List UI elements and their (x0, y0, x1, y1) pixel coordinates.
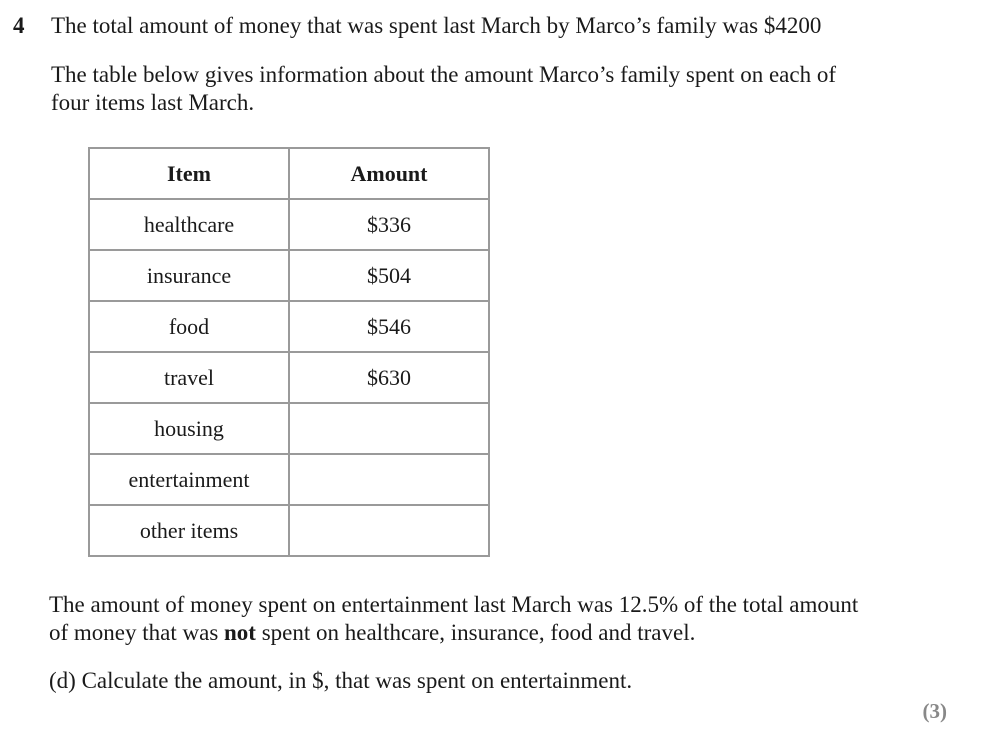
table-row (89, 505, 489, 556)
amount-cell: $630 (289, 352, 489, 403)
item-cell: insurance (89, 250, 289, 301)
item-cell: entertainment (89, 454, 289, 505)
table-intro-line-2: four items last March. (51, 90, 255, 115)
item-cell: other items (89, 505, 289, 556)
table-row (89, 352, 489, 403)
header-amount: Amount (289, 148, 489, 199)
part-d-prompt: (d) Calculate the amount, in $, that was spent on entertainment. (49, 668, 633, 693)
amount-cell-empty (289, 403, 489, 454)
table-row (89, 454, 489, 505)
table-row (89, 250, 489, 301)
question-intro: The total amount of money that was spent last March by Marco’s family was $4200 (51, 13, 822, 38)
info-line-2 (49, 618, 695, 648)
item-cell: travel (89, 352, 289, 403)
amount-cell-empty (289, 454, 489, 505)
question-number: 4 (13, 13, 25, 38)
info-line-2-start: of money that was (49, 620, 225, 645)
table-intro-line-1: The table below gives information about the amount Marco’s family spent on each of (51, 62, 836, 87)
amount-cell-empty (289, 505, 489, 556)
table-row (89, 403, 489, 454)
info-line-2-end: spent on healthcare, insurance, food and travel. (255, 620, 696, 645)
table-row (89, 301, 489, 352)
info-emphasis-not: not (224, 620, 256, 645)
amount-cell: $546 (289, 301, 489, 352)
item-cell: food (89, 301, 289, 352)
marks-label: (3) (922, 699, 947, 723)
amount-cell: $504 (289, 250, 489, 301)
table-row (89, 199, 489, 250)
info-line-1: The amount of money spent on entertainment last March was 12.5% of the total amount (49, 592, 859, 617)
item-cell: healthcare (89, 199, 289, 250)
spending-table (88, 147, 490, 557)
table-header-row (89, 148, 489, 199)
item-cell: housing (89, 403, 289, 454)
amount-cell: $336 (289, 199, 489, 250)
header-item: Item (89, 148, 289, 199)
